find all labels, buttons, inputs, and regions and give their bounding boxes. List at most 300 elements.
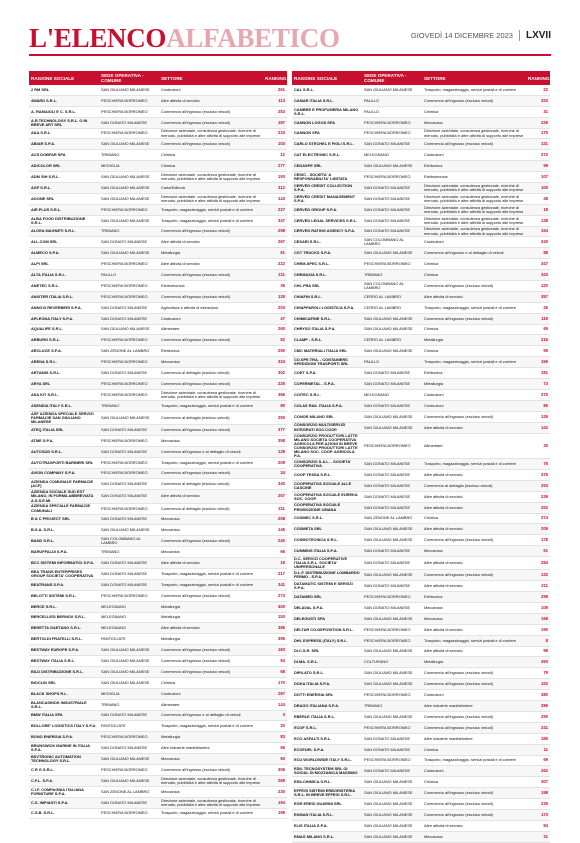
company-rank: 222 <box>263 259 287 270</box>
company-sector: Metallurgia <box>422 657 526 668</box>
company-name: CAL S.R.L. <box>292 85 362 95</box>
company-rank: 109 <box>526 603 550 614</box>
company-location: SAN GIULIANO MILANESE <box>362 831 422 842</box>
company-sector: Altre industrie manifatturiere <box>159 743 263 754</box>
company-rank: 79 <box>526 668 550 679</box>
company-rank: 154 <box>526 226 550 237</box>
company-location: SAN DONATO MILANESE <box>99 425 159 436</box>
company-location: SAN DONATO MILANESE <box>362 733 422 744</box>
company-name: CHIMICAFINE S.R.L. <box>292 313 362 324</box>
company-rank: 11 <box>526 744 550 755</box>
company-sector: Commercio all'ingrosso (escluso veicoli) <box>159 291 263 302</box>
company-sector: Altre attività di servizio <box>159 623 263 634</box>
company-location: SAN DONATO MILANESE <box>99 368 159 379</box>
company-location: PAULLO <box>99 270 159 281</box>
company-name: CAT ELECTRONIC S.R.L. <box>292 150 362 161</box>
company-name: EDIL TECNOSYSTEM SRL OI SOCIAL DI MOZZANICA MASSIMO <box>292 766 362 777</box>
company-rank: 69 <box>526 755 550 766</box>
table-row <box>292 161 550 172</box>
table-row <box>29 172 287 183</box>
company-sector: Costruzioni <box>422 150 526 161</box>
table-row <box>292 400 550 411</box>
company-location: TRIBIANO <box>99 400 159 411</box>
company-sector: Meccanica <box>159 435 263 446</box>
company-rank: 61 <box>263 248 287 259</box>
company-sector: Metallurgia <box>422 335 526 346</box>
company-location: SAN ZENONE AL LAMBRO <box>99 786 159 797</box>
company-rank: 12 <box>263 150 287 161</box>
company-sector: Meccanica <box>159 357 263 368</box>
company-location: SAN GIULIANO MILANESE <box>99 85 159 95</box>
company-name: ARBURG S.R.L. <box>29 335 99 346</box>
company-rank: 31 <box>526 106 550 117</box>
company-name: BIOCLIN SRL <box>29 677 99 688</box>
table-row <box>29 117 287 128</box>
table-row <box>29 368 287 379</box>
company-rank: 241 <box>526 722 550 733</box>
company-location: SAN DONATO MILANESE <box>362 139 422 150</box>
company-location: COLTURANO <box>362 657 422 668</box>
company-name: ECO ASFALTI S.R.L. <box>292 733 362 744</box>
company-sector: Metallurgia <box>159 634 263 645</box>
company-rank: 311 <box>263 503 287 514</box>
company-sector: Altre attività di servizio <box>422 557 526 570</box>
company-name: CO.SPE.TRA. - CONTAINERS SPEDIZIONI TRASPORTI SRL <box>292 357 362 368</box>
company-location: PAULLO <box>362 106 422 117</box>
col-header-rank: RANKING <box>263 71 287 85</box>
company-sector: Altre attività di servizio <box>159 259 263 270</box>
table-row <box>29 400 287 411</box>
company-location: PESCHIERA BORROMEO <box>362 755 422 766</box>
company-rank: 94 <box>263 656 287 667</box>
company-sector: Commercio all'ingrosso (escluso veicoli) <box>159 139 263 150</box>
table-row <box>292 777 550 788</box>
company-sector: Direzione aziendale, consulenza gestionale, ricerche di mercato, pubblicità e altre attività di supporto alle imprese <box>422 226 526 237</box>
company-sector: Alimentare <box>159 324 263 335</box>
table-row <box>292 313 550 324</box>
company-name: CHIAPPAROLI LOGISTICA S.P.A. <box>292 302 362 313</box>
company-sector: Metallurgia <box>159 601 263 612</box>
table-row <box>292 226 550 237</box>
company-location: SAN COLOMBANO AL LAMBRO <box>362 281 422 292</box>
table-row <box>29 525 287 536</box>
company-location: SAN DONATO MILANESE <box>362 502 422 513</box>
table-row <box>292 411 550 422</box>
company-sector: Commercio all'ingrosso (escluso veicoli) <box>422 668 526 679</box>
company-sector: Commercio all'ingrosso (escluso veicoli) <box>159 335 263 346</box>
page-meta <box>411 30 551 41</box>
company-location: SAN DONATO MILANESE <box>99 490 159 503</box>
company-sector: Altre attività di servizio <box>422 624 526 635</box>
company-rank: 208 <box>263 514 287 525</box>
company-location: SAN GIULIANO MILANESE <box>99 525 159 536</box>
table-row <box>29 765 287 776</box>
table-row <box>29 204 287 215</box>
table-row <box>292 799 550 810</box>
company-location: SAN GIULIANO MILANESE <box>362 679 422 690</box>
table-row <box>29 754 287 765</box>
company-location: SAN DONATO MILANESE <box>362 766 422 777</box>
company-sector: Meccanica <box>159 525 263 536</box>
company-sector: Chimica <box>422 106 526 117</box>
company-rank: 156 <box>526 357 550 368</box>
table-row <box>292 744 550 755</box>
company-rank: 366 <box>263 389 287 400</box>
company-rank: 194 <box>263 797 287 808</box>
company-sector: Commercio all'ingrosso (escluso veicoli) <box>422 95 526 106</box>
company-sector: Meccanica <box>159 786 263 797</box>
table-row <box>292 150 550 161</box>
table-row <box>29 302 287 313</box>
company-rank: 30 <box>526 433 550 459</box>
company-rank: 35 <box>263 281 287 292</box>
company-rank: 142 <box>526 422 550 433</box>
company-name: ANIXTER ITALIA S.R.L. <box>29 291 99 302</box>
table-row <box>292 469 550 480</box>
company-location: SAN GIULIANO MILANESE <box>99 215 159 226</box>
company-sector: Chimica <box>159 677 263 688</box>
company-rank: 183 <box>263 645 287 656</box>
company-location: PESCHIERA BORROMEO <box>99 128 159 139</box>
table-row <box>292 603 550 614</box>
company-rank: 225 <box>263 379 287 390</box>
company-rank: 65 <box>526 324 550 335</box>
table-row <box>292 766 550 777</box>
company-name: ASENDIA ITALY S.R.L. <box>29 400 99 411</box>
company-sector: Trasporto, magazzinaggio, servizi postali e di corriere <box>159 400 263 411</box>
company-location: SAN GIULIANO MILANESE <box>362 820 422 831</box>
company-location: SAN DONATO MILANESE <box>362 459 422 470</box>
company-location: SAN DONATO MILANESE <box>362 204 422 215</box>
company-rank: 49 <box>526 193 550 204</box>
company-rank: 277 <box>263 161 287 172</box>
table-row <box>292 690 550 701</box>
company-location: SAN GIULIANO MILANESE <box>99 139 159 150</box>
col-header-sector: SETTORE <box>422 71 526 85</box>
company-sector: Elettronica <box>422 592 526 603</box>
company-rank: 357 <box>526 291 550 302</box>
company-name: ATEQ ITALIA SRL <box>29 425 99 436</box>
table-row <box>29 732 287 743</box>
company-sector: Direzione aziendale, consulenza gestionale, ricerche di mercato, pubblicità e altre attività di supporto alle imprese <box>422 183 526 194</box>
company-name: AZIENDA SOCIALE SUD EST MILANO, IN FORMA ABBREVIATA A.S.S.E.MI. <box>29 490 99 503</box>
company-location: SAN DONATO MILANESE <box>362 215 422 226</box>
company-name: AGF S.R.L. <box>29 183 99 194</box>
company-location: SAN GIULIANO MILANESE <box>362 809 422 820</box>
company-location: PAULLO <box>362 95 422 106</box>
company-name: EDILCHIMICA S.R.L. <box>292 777 362 788</box>
company-name: C.F.L. S.P.A. <box>29 775 99 786</box>
company-name: CERVED LEGAL SERVICES S.R.L. <box>292 215 362 226</box>
company-sector: Elettronica <box>159 346 263 357</box>
company-location: PESCHIERA BORROMEO <box>99 106 159 117</box>
company-name: AUTOSUD S.R.L. <box>29 446 99 457</box>
company-sector: Trasporto, magazzinaggio, servizi postali e di corriere <box>422 755 526 766</box>
table-row <box>29 656 287 667</box>
company-name: EBERLE ITALIA S.R.L. <box>292 711 362 722</box>
table-row <box>29 634 287 645</box>
table-row <box>292 581 550 592</box>
company-rank: 235 <box>526 799 550 810</box>
company-rank: 119 <box>526 313 550 324</box>
table-row <box>292 535 550 546</box>
table-row <box>29 479 287 490</box>
table-row <box>292 193 550 204</box>
table-row <box>292 491 550 502</box>
company-rank: 302 <box>263 368 287 379</box>
company-name: ARCLUCE S.P.A. <box>29 346 99 357</box>
company-sector: Direzione aziendale, consulenza gestionale, ricerche di mercato, pubblicità e altre attività di supporto alle imprese <box>159 775 263 786</box>
company-rank: 103 <box>263 139 287 150</box>
company-name: EKMAN ITALIA S.R.L. <box>292 809 362 820</box>
table-row <box>292 357 550 368</box>
company-sector: Altre attività di servizio <box>159 490 263 503</box>
table-row <box>29 490 287 503</box>
company-name: CONSORZIO MULTISERVIZI INTEGRATI SOC.COOP. <box>292 422 362 433</box>
table-row <box>29 85 287 95</box>
company-name: COOPERATIVA SOCIALE PROMOZIONE UMANA <box>292 502 362 513</box>
company-rank: 380 <box>526 690 550 701</box>
company-location: SAN GIULIANO MILANESE <box>99 677 159 688</box>
company-name: A. RAMAIOLI E C. S.R.L. <box>29 106 99 117</box>
company-name: 4WARD S.R.L. <box>29 95 99 106</box>
company-name: ACS DOBFAR SPA <box>29 150 99 161</box>
company-rank: 306 <box>263 765 287 776</box>
company-name: CARLO STECHEL E FIGLI S.R.L. <box>292 139 362 150</box>
company-rank: 240 <box>263 536 287 547</box>
company-rank: 217 <box>263 568 287 579</box>
company-sector: Costruzioni <box>422 389 526 400</box>
company-location: PESCHIERA BORROMEO <box>99 204 159 215</box>
company-name: BERTOLDI FRATELLI S.R.L. <box>29 634 99 645</box>
table-row <box>29 677 287 688</box>
company-sector: Costruzioni <box>159 688 263 699</box>
company-location: MELEGNANO <box>362 389 422 400</box>
company-name: D.L.F. DISTRIBUZIONE LOMBARDO FERMO - S.P.A. <box>292 570 362 581</box>
company-sector: Meccanica <box>422 613 526 624</box>
company-name: ECOFUEL S.P.A. <box>292 744 362 755</box>
company-rank: 18 <box>526 204 550 215</box>
company-name: ARTAMIS S.R.L. <box>29 368 99 379</box>
company-location: SAN DONATO MILANESE <box>362 193 422 204</box>
company-name: BLANCASINOS INDUSTRIALE S.R.L. <box>29 699 99 710</box>
company-rank: 100 <box>526 183 550 194</box>
company-sector: Trasporto, magazzinaggio, servizi postali e di corriere <box>159 808 263 819</box>
company-name: COFERMETAL - S.P.A. <box>292 379 362 390</box>
company-location: SAN DONATO MILANESE <box>362 368 422 379</box>
table-row <box>29 259 287 270</box>
company-location: SAN GIULIANO MILANESE <box>362 711 422 722</box>
company-location: PESCHIERA BORROMEO <box>362 624 422 635</box>
company-location: PESCHIERA BORROMEO <box>362 172 422 183</box>
company-sector: Altre attività di servizio <box>422 491 526 502</box>
table-row <box>29 645 287 656</box>
company-location: PESCHIERA BORROMEO <box>362 117 422 128</box>
table-row <box>29 710 287 721</box>
company-name: APLEONA ITALY S.P.A. <box>29 313 99 324</box>
table-row <box>292 755 550 766</box>
company-rank: 333 <box>526 95 550 106</box>
company-sector: Commercio all'ingrosso (escluso veicoli) <box>159 666 263 677</box>
company-rank: 257 <box>263 490 287 503</box>
table-row <box>29 313 287 324</box>
company-sector: Direzione aziendale, consulenza gestionale, ricerche di mercato, pubblicità e altre attività di supporto alle imprese <box>159 172 263 183</box>
company-location: SAN DONATO MILANESE <box>362 379 422 390</box>
table-row <box>292 389 550 400</box>
company-rank: 152 <box>526 679 550 690</box>
company-name: 2 RM SRL <box>29 85 99 95</box>
company-sector: Trasporto, magazzinaggio, servizi postali e di corriere <box>422 635 526 646</box>
company-rank: 239 <box>526 491 550 502</box>
company-rank: 86 <box>526 400 550 411</box>
company-rank: 190 <box>526 624 550 635</box>
company-rank: 252 <box>526 502 550 513</box>
company-name: BLACK SHOPS R.L. <box>29 688 99 699</box>
company-name: BOLLORE' LOGISTICS ITALY S.P.A. <box>29 721 99 732</box>
company-sector: Direzione aziendale, consulenza gestionale, ricerche di mercato, pubblicità e altre attività di supporto alle imprese <box>159 193 263 204</box>
company-rank: 230 <box>263 786 287 797</box>
company-sector: Altre attività di servizio <box>422 422 526 433</box>
company-name: ARENA S.R.L. <box>29 357 99 368</box>
table-row <box>292 215 550 226</box>
company-location: PESCHIERA BORROMEO <box>362 722 422 733</box>
company-location: TRIBIANO <box>362 270 422 281</box>
company-name: BAND S.R.L. <box>29 536 99 547</box>
company-name: BERCE S.R.L. <box>29 601 99 612</box>
company-sector: Meccanica <box>159 754 263 765</box>
company-location: TRIBIANO <box>99 699 159 710</box>
company-location: SAN GIULIANO MILANESE <box>99 324 159 335</box>
company-rank: 22 <box>526 85 550 95</box>
title-part-1: L'ELENCO <box>29 23 167 53</box>
company-rank: 51 <box>526 546 550 557</box>
table-row <box>292 291 550 302</box>
company-name: COITEC S.R.L. <box>292 389 362 400</box>
company-location: SAN GIULIANO MILANESE <box>362 313 422 324</box>
company-name: ANNOVI REVERBERI S.P.A. <box>29 302 99 313</box>
company-location: PESCHIERA BORROMEO <box>362 690 422 701</box>
company-sector: Metallurgia <box>422 379 526 390</box>
company-name: AVION COMPANY S.P.A. <box>29 468 99 479</box>
company-sector: Commercio all'ingrosso e al dettaglio di veicoli <box>422 248 526 259</box>
company-rank: 135 <box>526 411 550 422</box>
company-sector: Costruzioni <box>159 313 263 324</box>
company-rank: 75 <box>526 459 550 470</box>
company-name: ADICOLOR SRL <box>29 161 99 172</box>
company-sector: Alimentare <box>422 433 526 459</box>
company-name: ELIS ITALIA S.P.A. <box>292 820 362 831</box>
company-rank: 341 <box>263 579 287 590</box>
table-row <box>29 270 287 281</box>
company-name: COOP TESSA S.R.L. <box>292 469 362 480</box>
table-row <box>29 558 287 569</box>
table-row <box>292 592 550 603</box>
company-location: SAN DONATO MILANESE <box>362 480 422 491</box>
company-rank: 178 <box>526 535 550 546</box>
table-row <box>292 624 550 635</box>
table-row <box>292 546 550 557</box>
company-location: MELEGNANO <box>99 612 159 623</box>
table-row <box>292 128 550 139</box>
company-rank: 19 <box>263 558 287 569</box>
company-location: SAN DONATO MILANESE <box>99 117 159 128</box>
company-location: SAN DONATO MILANESE <box>99 302 159 313</box>
company-name: BESTWAY ITALIA S.R.L. <box>29 656 99 667</box>
company-rank: 377 <box>263 425 287 436</box>
company-location: SAN GIULIANO MILANESE <box>362 799 422 810</box>
company-sector: Chimica <box>422 777 526 788</box>
company-location: SAN GIULIANO MILANESE <box>99 172 159 183</box>
company-location: SAN GIULIANO MILANESE <box>362 248 422 259</box>
company-name: B & C PROJECT SRL <box>29 514 99 525</box>
table-row <box>29 335 287 346</box>
col-header-name: RAGIONE SOCIALE <box>29 71 99 85</box>
company-rank: 250 <box>263 346 287 357</box>
company-sector: Trasporto, magazzinaggio, servizi postali e di corriere <box>159 721 263 732</box>
company-location: SAN GIULIANO MILANESE <box>362 535 422 546</box>
table-row <box>292 259 550 270</box>
company-location: SAN DONATO MILANESE <box>362 491 422 502</box>
company-location: SAN DONATO MILANESE <box>362 744 422 755</box>
table-row <box>292 513 550 524</box>
company-rank: 229 <box>526 117 550 128</box>
company-name: BONO ENERGIA S.P.A. <box>29 732 99 743</box>
company-name: D.C. SERVIZI COOPERATIVE ITALIA S.R.L. SOCIETA' UNIPERSONALE <box>292 557 362 570</box>
company-rank: 261 <box>263 85 287 95</box>
table-row <box>292 346 550 357</box>
company-name: ALTA ITALIA S.R.L. <box>29 270 99 281</box>
company-name: CMC MATERIALI ITALIA SRL <box>292 346 362 357</box>
table-row <box>29 183 287 194</box>
table-row <box>29 797 287 808</box>
company-sector: Chimica <box>422 259 526 270</box>
company-rank: 168 <box>526 613 550 624</box>
company-name: CONSORZIO S.A.L. - SOCIETA' COOPERATIVA <box>292 459 362 470</box>
company-sector: Commercio all'ingrosso (escluso veicoli) <box>159 379 263 390</box>
company-name: DATAMATIC SISTEMI E SERVIZI S.P.A. <box>292 581 362 592</box>
company-rank: 273 <box>263 590 287 601</box>
col-header-location: SEDE OPERATIVA - COMUNE <box>99 71 159 85</box>
company-rank: 175 <box>526 128 550 139</box>
company-name: BARUFFALDI S.P.A. <box>29 547 99 558</box>
company-name: CONSORZIO PRODUTTORI LATTE MILANO SOCIETA COOPERATIVA AGRICOLA PER AZIONI IN BREVE CONSORZIO PRODUTTORI LATTE MILANO SOC. COOP. AGRICOLA P.A. <box>292 433 362 459</box>
table-row <box>292 95 550 106</box>
company-sector: Elettrotecnica <box>422 172 526 183</box>
company-location: TRIBIANO <box>99 547 159 558</box>
table-row <box>29 699 287 710</box>
company-rank: 343 <box>526 270 550 281</box>
company-name: ALPI SRL <box>29 259 99 270</box>
company-rank: 287 <box>263 688 287 699</box>
company-sector: Altre attività di servizio <box>422 524 526 535</box>
col-header-sector: SETTORE <box>159 71 263 85</box>
company-location: SAN GIULIANO MILANESE <box>362 324 422 335</box>
company-name: DOTTI ENERGIA SRL <box>292 690 362 701</box>
company-location: SAN DONATO MILANESE <box>99 479 159 490</box>
company-name: CANNON LOGOS SPA <box>292 117 362 128</box>
table-row <box>29 786 287 797</box>
company-name: BEATRANS S.P.A. <box>29 579 99 590</box>
table-row <box>29 590 287 601</box>
company-location: PESCHIERA BORROMEO <box>99 435 159 446</box>
table-row <box>292 459 550 470</box>
company-sector: Chimica <box>422 270 526 281</box>
company-location: SAN GIULIANO MILANESE <box>362 570 422 581</box>
table-row <box>292 117 550 128</box>
table-row <box>292 248 550 259</box>
company-sector: Meccanica <box>422 831 526 842</box>
company-name: BEA TRANS ENTERPRISES GROUP SOCIETA' COOPERATIVA <box>29 568 99 579</box>
